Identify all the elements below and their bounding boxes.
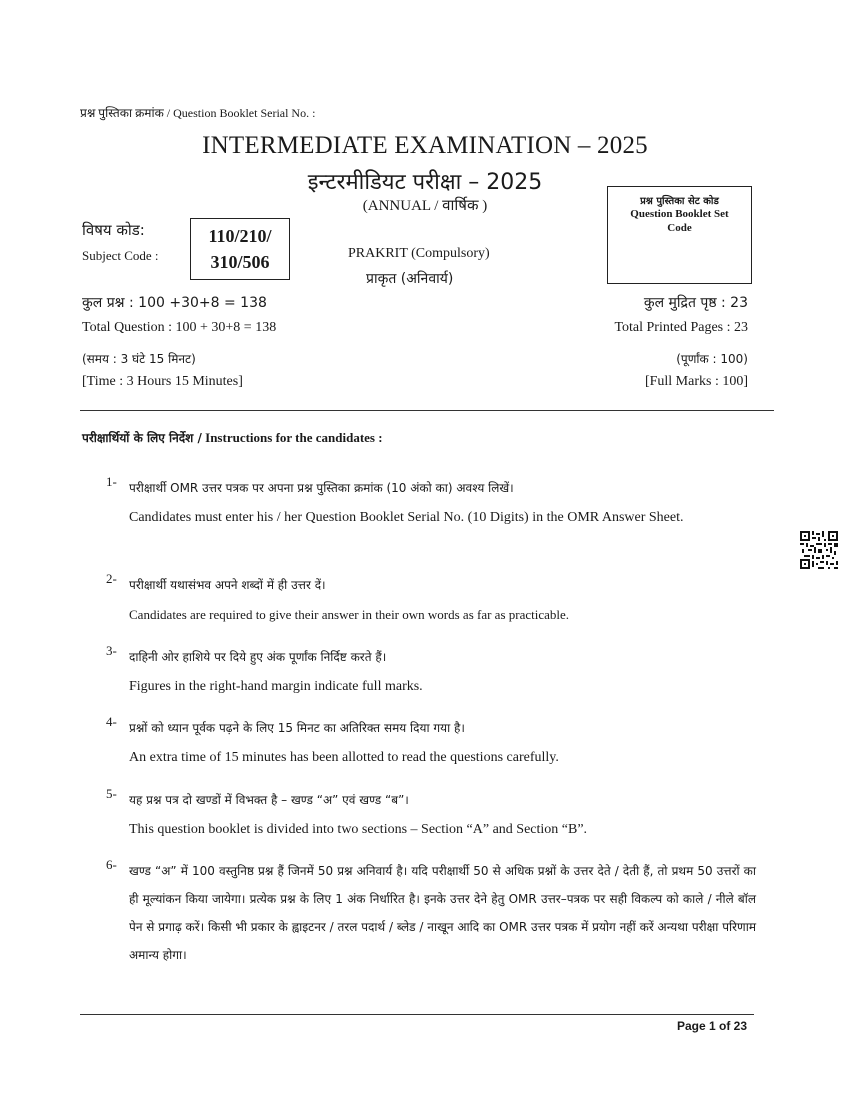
instruction-text-hi: खण्ड “अ” में 100 वस्तुनिष्ठ प्रश्न हैं जिनमें 50 प्रश्न अनिवार्य है। यदि परीक्षार्थी 50 से अधिक प्रश्नों के उत्तर देते / देती हैं, तो प्रथम 50 उत्तरों का ही मूल्यांकन किया जायेगा। प्रत्येक प्रश्न के लिए 1 अंक निर्धारित है। इनके उत्तर देने हेतु OMR उत्तर–पत्रक पर सही विकल्प को काले / नीले बॉल पेन से प्रगाढ़ करें। किसी भी प्रकार के ह्वाइटनर / तरल पदार्थ / ब्लेड / नाखून आदि का OMR उत्तर पत्रक में प्रयोग नहीं करें अन्यथा परीक्षा परिणाम अमान्य होगा। — [129, 864, 756, 962]
instructions-heading — [82, 429, 383, 446]
instruction-text-hi: यह प्रश्न पत्र दो खण्डों में विभक्त है – खण्ड “अ” एवं खण्ड “ब”। — [129, 793, 409, 807]
subject-code-box — [190, 218, 290, 280]
instruction-text-hi: परीक्षार्थी यथासंभव अपने शब्दों में ही उत्तर दें। — [129, 578, 326, 592]
exam-title-en: INTERMEDIATE EXAMINATION – 2025 — [202, 132, 648, 159]
instruction-number: 4- — [106, 714, 117, 729]
set-code-label-hi: प्रश्न पुस्तिका सेट कोड — [640, 196, 719, 207]
instruction-text-en: An extra time of 15 minutes has been allotted to read the questions carefully. — [129, 750, 559, 765]
booklet-set-code-box — [607, 186, 752, 284]
footer-divider — [80, 1014, 754, 1015]
instruction-text-en: Candidates must enter his / her Question Booklet Serial No. (10 Digits) in the OMR Answer Sheet. — [129, 510, 684, 525]
instruction-number: 3- — [106, 643, 117, 658]
instruction-text-en: Figures in the right-hand margin indicate full marks. — [129, 679, 423, 694]
subject-code-label-hi: विषय कोड: — [82, 221, 145, 239]
set-code-label-en: Question Booklet Set Code — [630, 208, 729, 234]
time-en: [Time : 3 Hours 15 Minutes] — [82, 374, 243, 389]
instruction-number: 2- — [106, 571, 117, 586]
exam-type: (ANNUAL / वार्षिक ) — [362, 198, 488, 214]
subject-code-label-en: Subject Code : — [82, 248, 159, 263]
instruction-number: 1- — [106, 474, 117, 489]
full-marks-en: [Full Marks : 100] — [644, 374, 748, 389]
instruction-number: 5- — [106, 786, 117, 801]
subject-name-en: PRAKRIT (Compulsory) — [348, 246, 490, 261]
printed-pages-en: Total Printed Pages : 23 — [614, 320, 748, 335]
instruction-text-hi: प्रश्नों को ध्यान पूर्वक पढ़ने के लिए 15 मिनट का अतिरिक्त समय दिया गया है। — [129, 721, 465, 735]
subject-code-line2: 310/506 — [210, 252, 270, 272]
subject-code-line1: 110/210/ — [208, 226, 272, 246]
instructions-heading-hi: परीक्षार्थियों के लिए निर्देश / — [82, 431, 202, 445]
instruction-text-hi: दाहिनी ओर हाशिये पर दिये हुए अंक पूर्णांक निर्दिष्ट करते हैं। — [129, 650, 387, 664]
full-marks-hi: (पूर्णांक : 100) — [676, 352, 748, 366]
exam-title-hi: इन्टरमीडियट परीक्षा – 2025 — [307, 170, 543, 195]
booklet-serial-label: प्रश्न पुस्तिका क्रमांक / Question Booklet Serial No. : — [80, 106, 316, 120]
total-questions-hi: कुल प्रश्न : 100 +30+8 = 138 — [82, 295, 267, 311]
qr-code-icon — [800, 531, 838, 569]
instruction-number: 6- — [106, 857, 117, 872]
subject-name-hi: प्राकृत (अनिवार्य) — [366, 271, 454, 287]
instruction-text-en: Candidates are required to give their answer in their own words as far as practicable. — [129, 607, 570, 622]
printed-pages-hi: कुल मुद्रित पृष्ठ : 23 — [643, 295, 748, 311]
instructions-heading-en: Instructions for the candidates : — [205, 430, 383, 445]
header-divider — [80, 410, 774, 411]
page-number: Page 1 of 23 — [677, 1019, 748, 1033]
instruction-text-en: This question booklet is divided into two sections – Section “A” and Section “B”. — [129, 822, 588, 837]
time-hi: (समय : 3 घंटे 15 मिनट) — [82, 352, 196, 366]
instruction-text-hi: परीक्षार्थी OMR उत्तर पत्रक पर अपना प्रश्न पुस्तिका क्रमांक (10 अंको का) अवश्य लिखें। — [129, 481, 514, 495]
total-questions-en: Total Question : 100 + 30+8 = 138 — [82, 320, 277, 335]
